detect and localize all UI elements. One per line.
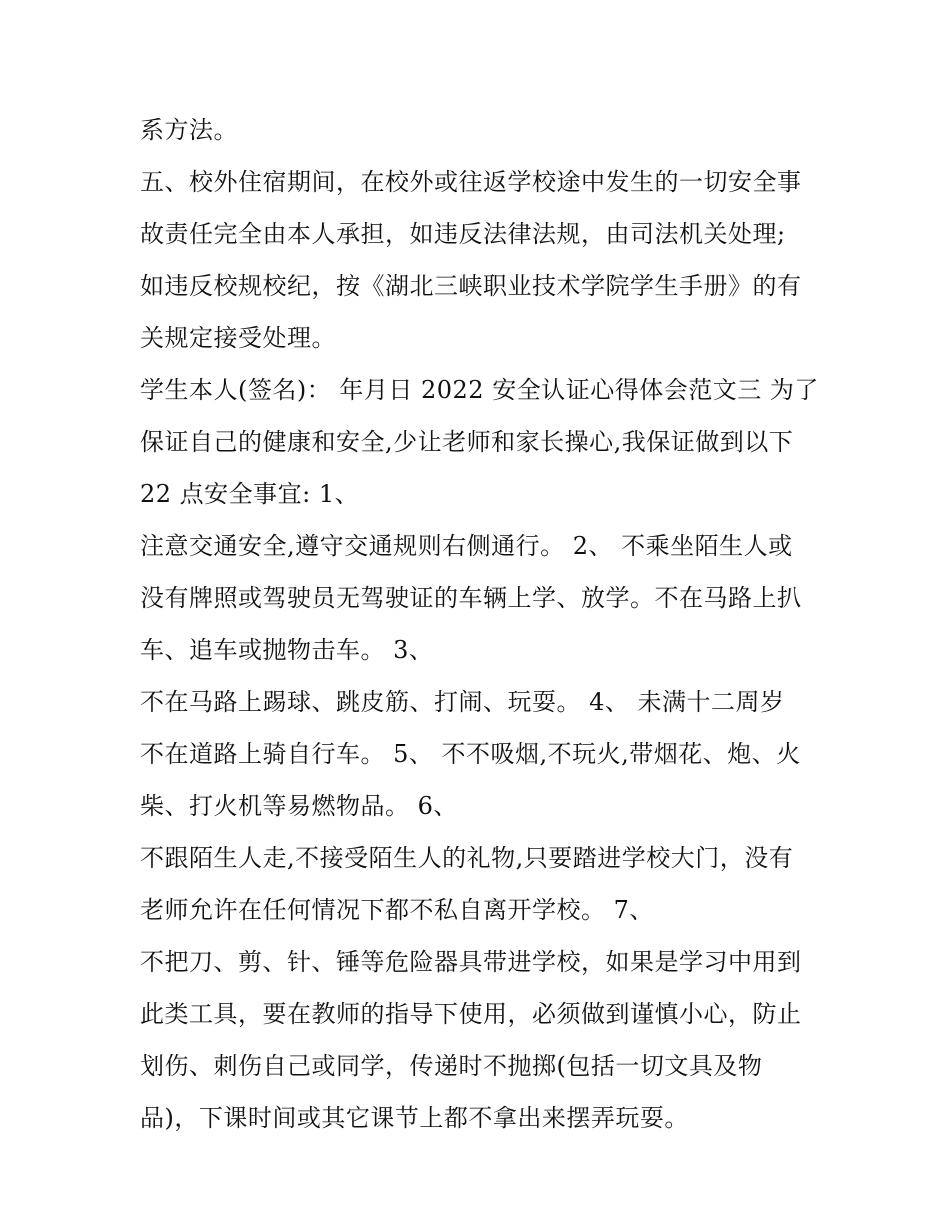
text-line: 故责任完全由本人承担，如违反法律法规，由司法机关处理; bbox=[140, 220, 786, 248]
text-line: 注意交通安全,遵守交通规则右侧通行。 2、 不乘坐陌生人或 bbox=[140, 532, 793, 560]
text-line: 如违反校规校纪，按《湖北三峡职业技术学院学生手册》的有 bbox=[140, 272, 802, 300]
document-body bbox=[140, 104, 830, 1144]
text-line: 关规定接受处理。 bbox=[140, 324, 336, 352]
text-line: 保证自己的健康和安全,少让老师和家长操心,我保证做到以下 bbox=[140, 428, 794, 456]
text-line: 柴、打火机等易燃物品。 6、 bbox=[140, 792, 458, 820]
text-line: 不在马路上踢球、跳皮筋、打闹、玩耍。 4、 未满十二周岁 bbox=[140, 688, 785, 716]
text-line: 此类工具，要在教师的指导下使用，必须做到谨慎小心，防止 bbox=[140, 1000, 802, 1028]
text-line: 车、追车或抛物击车。 3、 bbox=[140, 636, 434, 664]
text-line: 学生本人(签名)： 年月日 2022 安全认证心得体会范文三 为了 bbox=[140, 376, 819, 404]
text-line: 五、校外住宿期间，在校外或往返学校途中发生的一切安全事 bbox=[140, 168, 802, 196]
text-line: 没有牌照或驾驶员无驾驶证的车辆上学、放学。不在马路上扒 bbox=[140, 584, 802, 612]
text-line: 系方法。 bbox=[140, 116, 238, 144]
text-line: 划伤、刺伤自己或同学，传递时不抛掷(包括一切文具及物 bbox=[140, 1052, 763, 1080]
text-line: 22 点安全事宜: 1、 bbox=[140, 480, 360, 508]
text-line: 品)，下课时间或其它课节上都不拿出来摆弄玩耍。 bbox=[140, 1104, 689, 1132]
text-line: 老师允许在任何情况下都不私自离开学校。 7、 bbox=[140, 896, 654, 924]
text-line: 不跟陌生人走,不接受陌生人的礼物,只要踏进学校大门，没有 bbox=[140, 844, 794, 872]
text-line: 不把刀、剪、针、锤等危险器具带进学校，如果是学习中用到 bbox=[140, 948, 802, 976]
text-line: 不在道路上骑自行车。 5、 不不吸烟,不玩火,带烟花、炮、火 bbox=[140, 740, 801, 768]
